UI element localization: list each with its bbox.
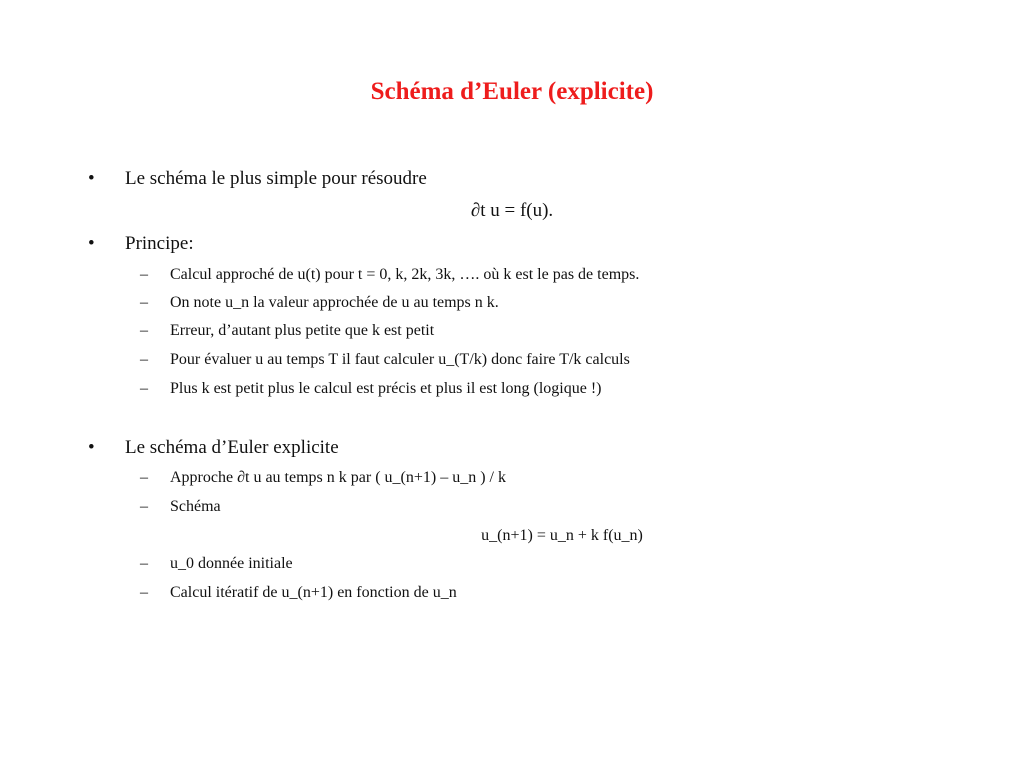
bullet-text: Le schéma le plus simple pour résoudre [125,168,427,189]
scheme-equation: u_(n+1) = u_n + k f(u_n) [481,527,643,544]
dash-mark: – [140,380,148,397]
slide-title: Schéma d’Euler (explicite) [370,78,654,105]
bullet-text: Principe: [125,233,194,254]
dash-mark: – [140,322,148,339]
sub-item [140,553,293,575]
bullet-mark: • [88,233,95,254]
sub-text: Calcul itératif de u_(n+1) en fonction de u_n [170,584,457,601]
sub-item [140,292,499,314]
sub-text: Calcul approché de u(t) pour t = 0, k, 2k, 3k, …. où k est le pas de temps. [170,266,640,283]
sub-item [140,320,434,342]
bullet-item [88,436,339,460]
sub-text: On note u_n la valeur approchée de u au temps n k. [170,294,499,311]
dash-mark: – [140,266,148,283]
dash-mark: – [140,498,148,515]
sub-item [140,378,601,400]
bullet-text: Le schéma d’Euler explicite [125,437,339,458]
bullet-item [88,167,427,191]
sub-item [140,496,221,518]
sub-item [140,467,506,489]
sub-item [140,349,630,371]
dash-mark: – [140,584,148,601]
sub-text: Plus k est petit plus le calcul est précis et plus il est long (logique !) [170,380,602,397]
sub-text: Pour évaluer u au temps T il faut calculer u_(T/k) donc faire T/k calculs [170,351,630,368]
bullet-mark: • [88,437,95,458]
sub-text: Schéma [170,498,221,515]
bullet-mark: • [88,168,95,189]
sub-text: u_0 donnée initiale [170,555,293,572]
sub-item [140,264,639,286]
sub-text: Approche ∂t u au temps n k par ( u_(n+1) – u_n ) / k [170,469,506,486]
sub-text: Erreur, d’autant plus petite que k est petit [170,322,435,339]
dash-mark: – [140,351,148,368]
bullet-item [88,232,194,256]
sub-item [140,582,457,604]
dash-mark: – [140,294,148,311]
dash-mark: – [140,555,148,572]
equation: ∂t u = f(u). [470,200,554,221]
dash-mark: – [140,469,148,486]
